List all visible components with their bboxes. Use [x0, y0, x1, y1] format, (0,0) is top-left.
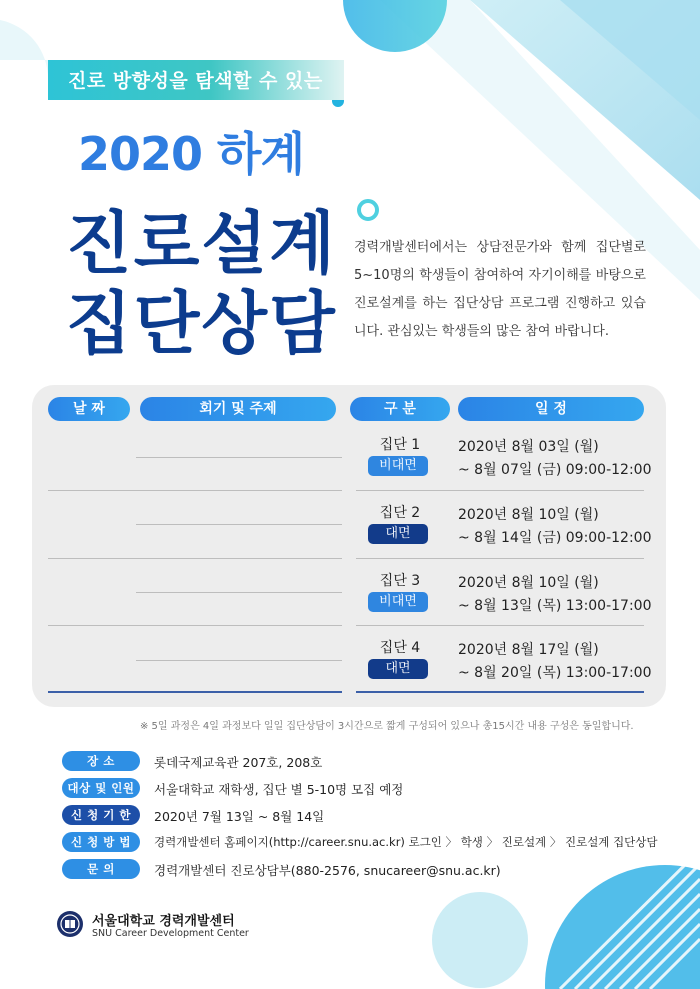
info-label-method: 신 청 방 법	[62, 832, 140, 852]
schedule-time: ~ 8월 20일 (목) 13:00-17:00	[458, 665, 652, 681]
intro-paragraph: 경력개발센터에서는 상담전문가와 함께 집단별로 5~10명의 학생들이 참여하여 자기이해를 바탕으로 진로설계를 하는 집단상담 프로그램 진행하고 있습니다. 관심있는 학생들의 많은 참여 바랍니다.	[354, 240, 646, 339]
mode-badge: 비대면	[368, 592, 428, 612]
subtitle: 진로 방향성을 탐색할 수 있는	[68, 70, 323, 92]
info-value-target: 서울대학교 재학생, 집단 별 5-10명 모집 예정	[154, 782, 404, 797]
info-label-contact: 문 의	[62, 859, 140, 879]
mode-badge: 비대면	[368, 456, 428, 476]
info-value-venue: 롯데국제교육관 207호, 208호	[154, 755, 323, 770]
group-name: 집단 2	[379, 505, 421, 521]
mode-badge: 대면	[368, 524, 428, 544]
table-bottom-rule	[356, 691, 644, 693]
org-name-en: SNU Career Development Center	[92, 928, 249, 939]
divider	[356, 558, 644, 559]
info-label-deadline: 신 청 기 한	[62, 805, 140, 825]
divider	[136, 457, 342, 458]
group-name: 집단 1	[379, 437, 421, 453]
schedule-date: 2020년 8월 10일 (월)	[458, 507, 599, 523]
snu-emblem-icon	[56, 910, 84, 938]
divider	[136, 660, 342, 661]
group-name: 집단 3	[379, 573, 421, 589]
info-value-deadline: 2020년 7월 13일 ~ 8월 14일	[154, 809, 325, 824]
header-date: 날 짜	[48, 397, 130, 421]
divider	[356, 625, 644, 626]
main-title-line2: 집단상담	[66, 285, 337, 364]
divider	[48, 625, 342, 626]
table-footnote: ※ 5일 과정은 4일 과정보다 일일 집단상담이 3시간으로 짧게 구성되어 있으나 총15시간 내용 구성은 동일합니다.	[140, 721, 634, 732]
table-bottom-rule	[48, 691, 342, 693]
mode-badge: 대면	[368, 659, 428, 679]
divider	[356, 490, 644, 491]
header-group: 구 분	[350, 397, 450, 421]
schedule-date: 2020년 8월 17일 (월)	[458, 642, 599, 658]
schedule-date: 2020년 8월 03일 (월)	[458, 439, 599, 455]
divider	[136, 524, 342, 525]
group-name: 집단 4	[379, 640, 421, 656]
header-session: 회기 및 주제	[140, 397, 336, 421]
divider	[136, 592, 342, 593]
info-label-venue: 장 소	[62, 751, 140, 771]
divider	[48, 558, 342, 559]
info-label-target: 대상 및 인원	[62, 778, 140, 798]
schedule-time: ~ 8월 13일 (목) 13:00-17:00	[458, 598, 652, 614]
info-value-method: 경력개발센터 홈페이지(http://career.snu.ac.kr) 로그인 〉 학생 〉 진로설계 〉 진로설계 집단상담	[154, 835, 658, 849]
schedule-time: ~ 8월 07일 (금) 09:00-12:00	[458, 462, 652, 478]
year-title: 2020 하계	[78, 127, 304, 181]
main-title-line1: 진로설계	[66, 205, 337, 284]
schedule-time: ~ 8월 14일 (금) 09:00-12:00	[458, 530, 652, 546]
info-value-contact: 경력개발센터 진로상담부(880-2576, snucareer@snu.ac.kr)	[154, 863, 501, 878]
header-schedule: 일 정	[458, 397, 644, 421]
schedule-date: 2020년 8월 10일 (월)	[458, 575, 599, 591]
org-name-ko: 서울대학교 경력개발센터	[92, 914, 235, 929]
divider	[48, 490, 342, 491]
